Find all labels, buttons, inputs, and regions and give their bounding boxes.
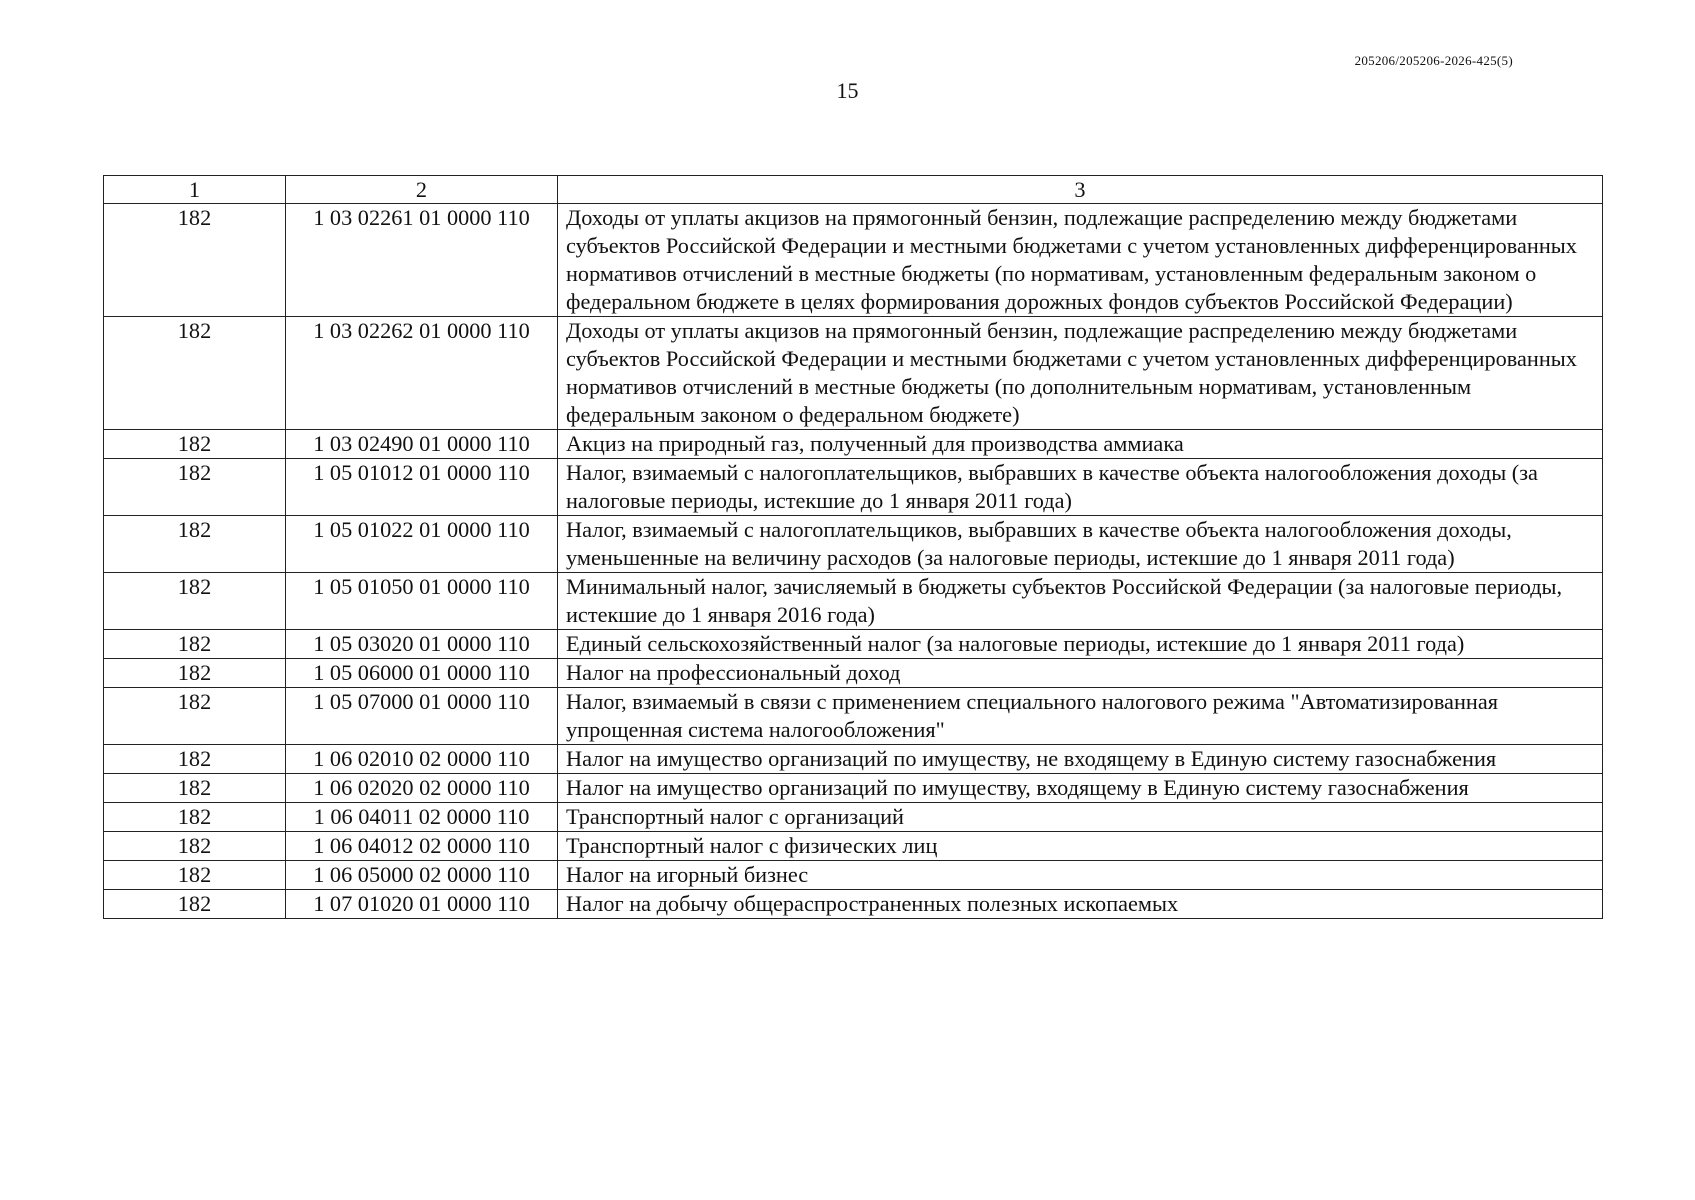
admin-code-cell: 182: [104, 459, 286, 516]
admin-code-cell: 182: [104, 659, 286, 688]
document-reference: 205206/205206-2026-425(5): [1354, 53, 1513, 68]
admin-code-cell: 182: [104, 774, 286, 803]
admin-code-cell: 182: [104, 688, 286, 745]
income-description-cell: Налог, взимаемый с налогоплательщиков, выбравших в качестве объекта налогообложения доходы (за налоговые периоды, истекшие до 1 января 2011 года): [558, 459, 1603, 516]
table-row: [104, 430, 1603, 459]
income-description-cell: Транспортный налог с физических лиц: [558, 832, 1603, 861]
income-description-cell: Акциз на природный газ, полученный для производства аммиака: [558, 430, 1603, 459]
kbk-code-cell: 1 05 03020 01 0000 110: [286, 630, 558, 659]
table-header-row: [104, 176, 1603, 204]
admin-code-cell: 182: [104, 317, 286, 430]
column-header-2: 2: [286, 176, 558, 204]
table-row: [104, 459, 1603, 516]
table-row: [104, 688, 1603, 745]
income-description-cell: Доходы от уплаты акцизов на прямогонный бензин, подлежащие распределению между бюджетами субъектов Российской Федерации и местными бюджетами с учетом установленных дифференцированных нормативов отчислений в местные бюджеты (по нормативам, установленным федеральным законом о федеральном бюджете в целях формирования дорожных фондов субъектов Российской Федерации): [558, 204, 1603, 317]
admin-code-cell: 182: [104, 573, 286, 630]
table-row: [104, 832, 1603, 861]
income-description-cell: Минимальный налог, зачисляемый в бюджеты субъектов Российской Федерации (за налоговые периоды, истекшие до 1 января 2016 года): [558, 573, 1603, 630]
page-number: 15: [836, 78, 859, 103]
kbk-code-cell: 1 03 02490 01 0000 110: [286, 430, 558, 459]
income-description-cell: Доходы от уплаты акцизов на прямогонный бензин, подлежащие распределению между бюджетами субъектов Российской Федерации и местными бюджетами с учетом установленных дифференцированных нормативов отчислений в местные бюджеты (по дополнительным нормативам, установленным федеральным законом о федеральном бюджете): [558, 317, 1603, 430]
income-description-cell: Налог на профессиональный доход: [558, 659, 1603, 688]
table-row: [104, 774, 1603, 803]
income-description-cell: Налог на добычу общераспространенных полезных ископаемых: [558, 890, 1603, 919]
income-description-cell: Налог, взимаемый с налогоплательщиков, выбравших в качестве объекта налогообложения доходы, уменьшенные на величину расходов (за налоговые периоды, истекшие до 1 января 2011 года): [558, 516, 1603, 573]
admin-code-cell: 182: [104, 516, 286, 573]
kbk-code-cell: 1 03 02262 01 0000 110: [286, 317, 558, 430]
income-description-cell: Налог на имущество организаций по имуществу, входящему в Единую систему газоснабжения: [558, 774, 1603, 803]
income-description-cell: Налог, взимаемый в связи с применением специального налогового режима "Автоматизированная упрощенная система налогообложения": [558, 688, 1603, 745]
admin-code-cell: 182: [104, 803, 286, 832]
income-description-cell: Налог на игорный бизнес: [558, 861, 1603, 890]
kbk-code-cell: 1 05 01022 01 0000 110: [286, 516, 558, 573]
table-row: [104, 803, 1603, 832]
kbk-code-cell: 1 06 05000 02 0000 110: [286, 861, 558, 890]
admin-code-cell: 182: [104, 832, 286, 861]
kbk-code-cell: 1 06 04012 02 0000 110: [286, 832, 558, 861]
income-description-cell: Единый сельскохозяйственный налог (за налоговые периоды, истекшие до 1 января 2011 года): [558, 630, 1603, 659]
kbk-code-cell: 1 03 02261 01 0000 110: [286, 204, 558, 317]
table-row: [104, 659, 1603, 688]
budget-codes-table: [103, 175, 1603, 919]
income-description-cell: Транспортный налог с организаций: [558, 803, 1603, 832]
table-row: [104, 317, 1603, 430]
income-description-cell: Налог на имущество организаций по имуществу, не входящему в Единую систему газоснабжения: [558, 745, 1603, 774]
admin-code-cell: 182: [104, 861, 286, 890]
table-row: [104, 573, 1603, 630]
table-row: [104, 745, 1603, 774]
column-header-3: 3: [558, 176, 1603, 204]
kbk-code-cell: 1 07 01020 01 0000 110: [286, 890, 558, 919]
admin-code-cell: 182: [104, 430, 286, 459]
admin-code-cell: 182: [104, 204, 286, 317]
admin-code-cell: 182: [104, 890, 286, 919]
kbk-code-cell: 1 06 04011 02 0000 110: [286, 803, 558, 832]
table-row: [104, 204, 1603, 317]
table-row: [104, 630, 1603, 659]
admin-code-cell: 182: [104, 745, 286, 774]
kbk-code-cell: 1 05 07000 01 0000 110: [286, 688, 558, 745]
kbk-code-cell: 1 06 02010 02 0000 110: [286, 745, 558, 774]
table-body: [104, 176, 1603, 919]
kbk-code-cell: 1 05 01050 01 0000 110: [286, 573, 558, 630]
kbk-code-cell: 1 05 06000 01 0000 110: [286, 659, 558, 688]
kbk-code-cell: 1 05 01012 01 0000 110: [286, 459, 558, 516]
table-row: [104, 516, 1603, 573]
column-header-1: 1: [104, 176, 286, 204]
table-row: [104, 861, 1603, 890]
kbk-code-cell: 1 06 02020 02 0000 110: [286, 774, 558, 803]
admin-code-cell: 182: [104, 630, 286, 659]
table-row: [104, 890, 1603, 919]
